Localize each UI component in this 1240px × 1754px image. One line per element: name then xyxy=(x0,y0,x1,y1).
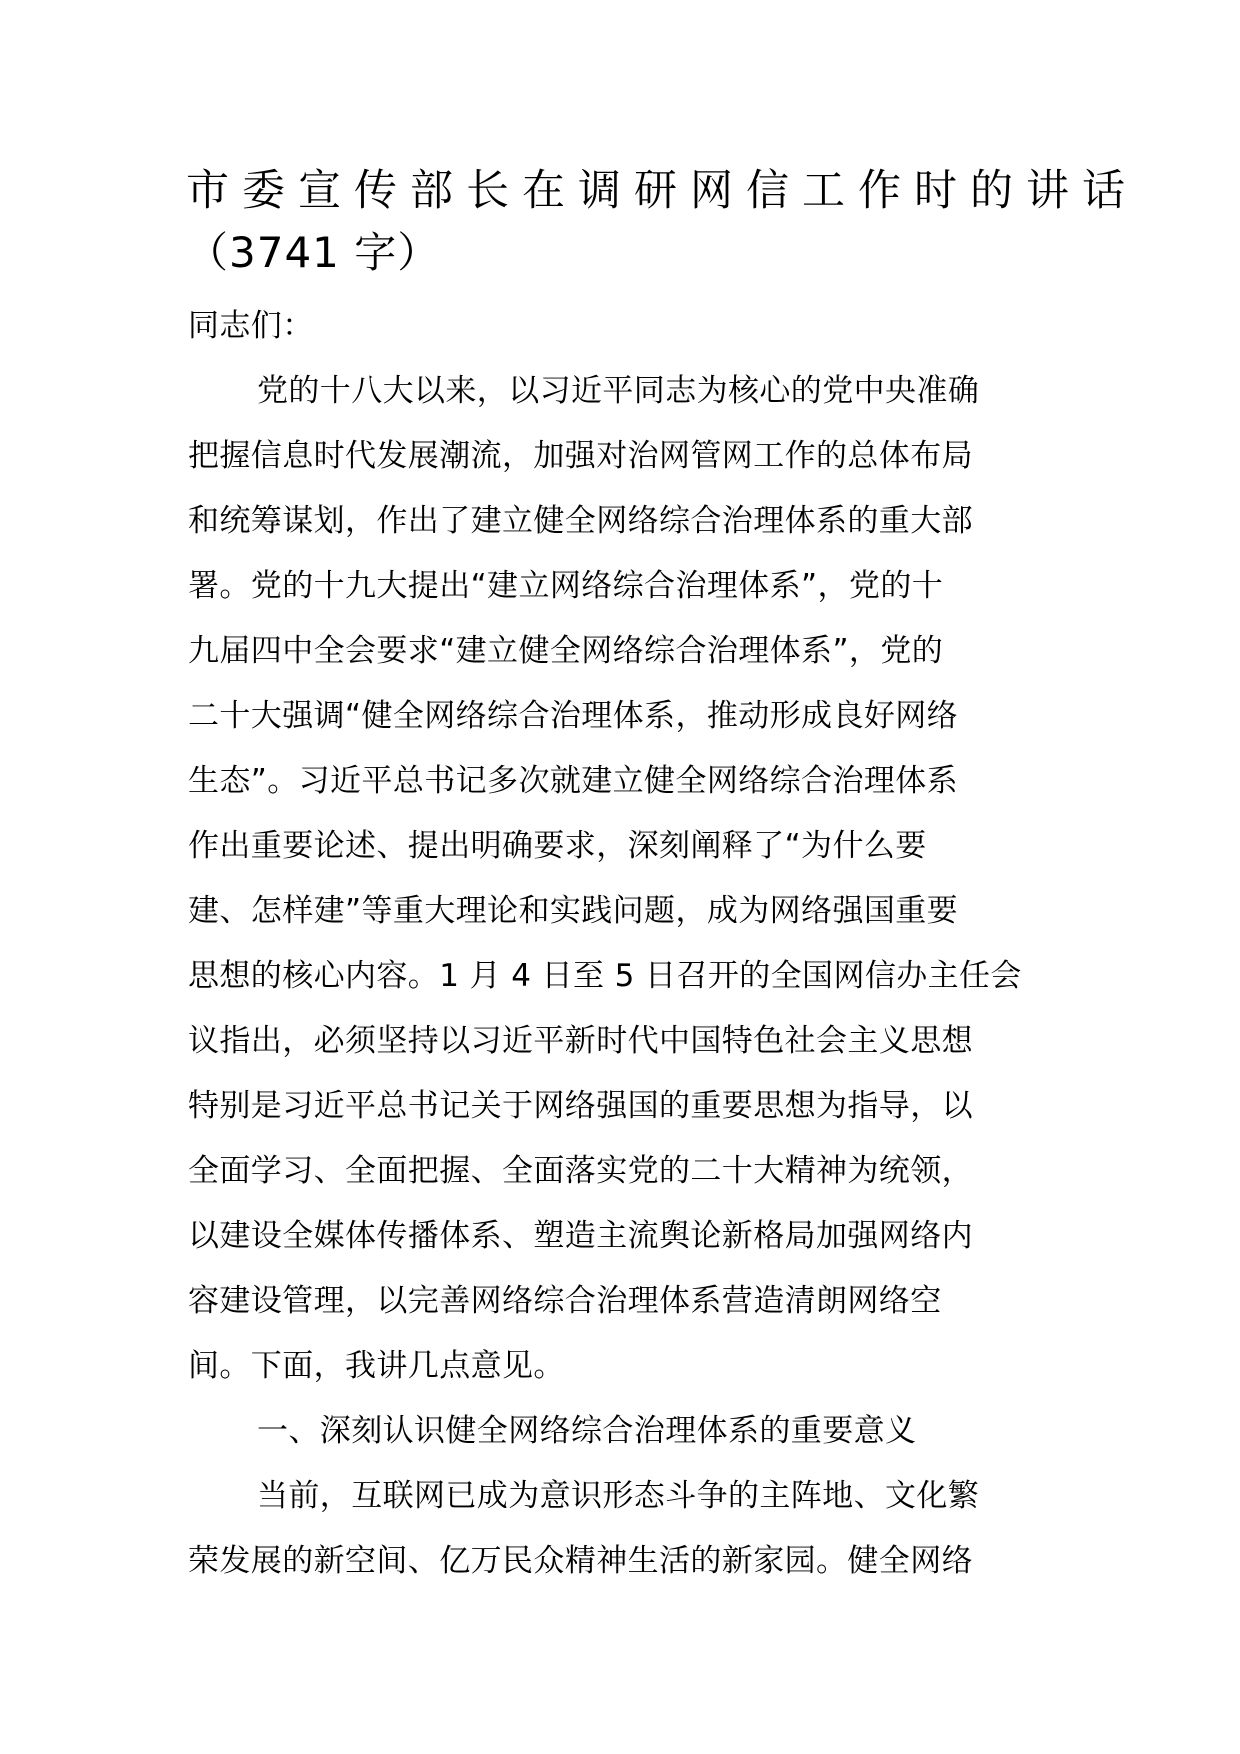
title-word-count: （3741 字） xyxy=(186,228,441,277)
paragraph-line: 荣发展的新空间、亿万民众精神生活的新家园。健全网络 xyxy=(188,1543,973,1579)
paragraph-line: 特别是习近平总书记关于网络强国的重要思想为指导，以 xyxy=(188,1088,973,1124)
paragraph-line: 全面学习、全面把握、全面落实党的二十大精神为统领， xyxy=(188,1153,973,1189)
section-heading: 一、深刻认识健全网络综合治理体系的重要意义 xyxy=(257,1413,917,1449)
document-title xyxy=(186,160,1138,284)
paragraph-line: 建、怎样建”等重大理论和实践问题，成为网络强国重要 xyxy=(188,893,959,929)
paragraph-line: 容建设管理，以完善网络综合治理体系营造清朗网络空 xyxy=(188,1283,942,1319)
paragraph-line: 署。党的十九大提出“建立网络综合治理体系”，党的十 xyxy=(188,568,944,604)
paragraph-line: 党的十八大以来，以习近平同志为核心的党中央准确 xyxy=(257,373,980,409)
paragraph-line: 和统筹谋划，作出了建立健全网络综合治理体系的重大部 xyxy=(188,503,973,539)
paragraph-intro xyxy=(188,359,1058,1399)
paragraph-line: 以建设全媒体传播体系、塑造主流舆论新格局加强网络内 xyxy=(188,1218,973,1254)
title-line-1: 市委宣传部长在调研网信工作时的讲话 xyxy=(186,166,1138,216)
paragraph-section-1 xyxy=(188,1464,1058,1594)
paragraph-line: 作出重要论述、提出明确要求，深刻阐释了“为什么要 xyxy=(188,828,927,864)
paragraph-line: 生态”。习近平总书记多次就建立健全网络综合治理体系 xyxy=(188,763,959,799)
paragraph-line: 间。下面，我讲几点意见。 xyxy=(188,1348,565,1384)
salutation: 同志们： xyxy=(188,308,314,344)
section-heading-1 xyxy=(188,1399,1058,1464)
paragraph-line: 二十大强调“健全网络综合治理体系，推动形成良好网络 xyxy=(188,698,959,734)
document-body xyxy=(188,294,1058,1594)
paragraph-line: 当前，互联网已成为意识形态斗争的主阵地、文化繁 xyxy=(257,1478,980,1514)
paragraph-line: 思想的核心内容。1 月 4 日至 5 日召开的全国网信办主任会 xyxy=(188,958,1022,994)
paragraph-line: 议指出，必须坚持以习近平新时代中国特色社会主义思想 xyxy=(188,1023,973,1059)
paragraph-line: 九届四中全会要求“建立健全网络综合治理体系”，党的 xyxy=(188,633,944,669)
paragraph-line: 把握信息时代发展潮流，加强对治网管网工作的总体布局 xyxy=(188,438,973,474)
